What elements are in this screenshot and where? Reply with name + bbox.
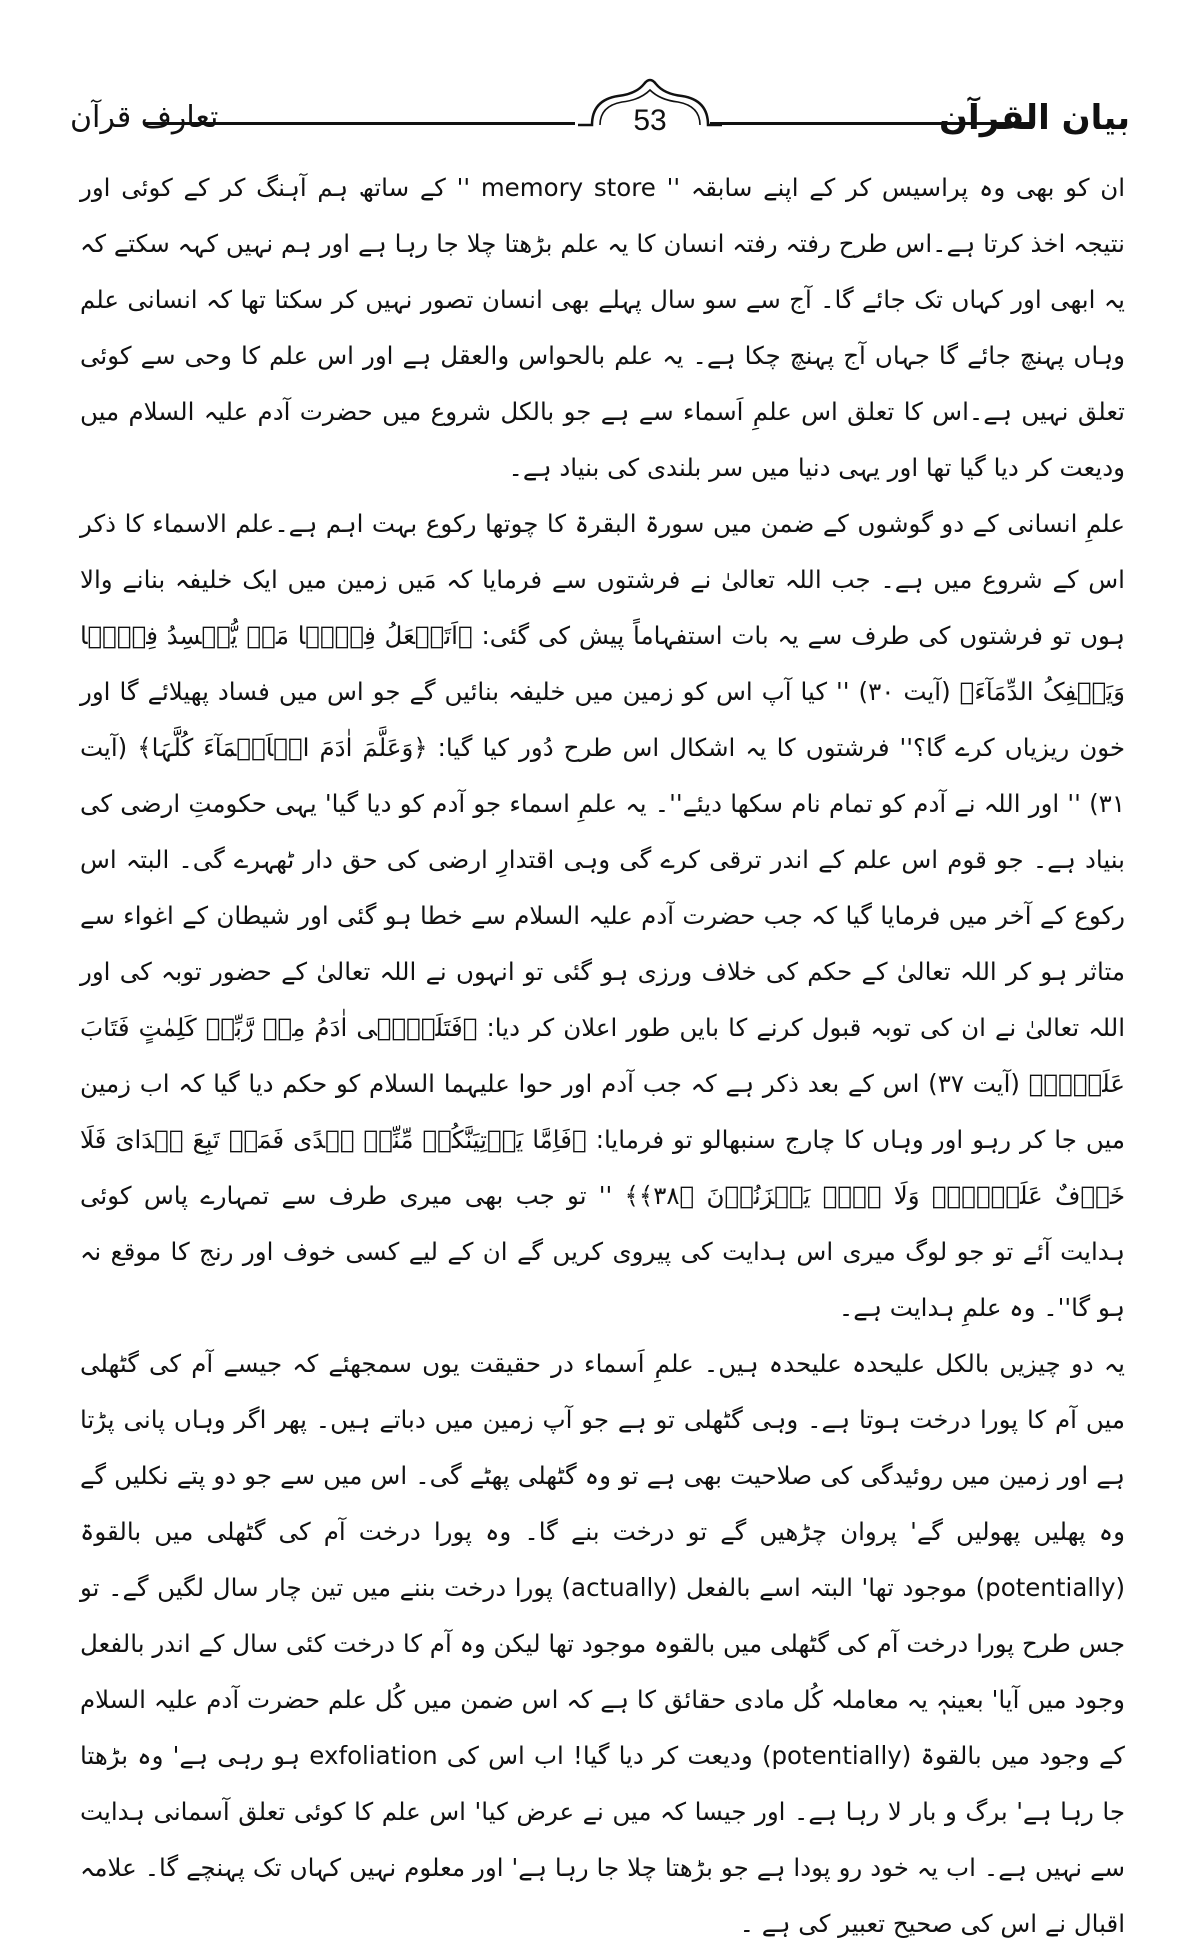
book-title: بیان القرآن [939, 98, 1130, 138]
section-title: تعارف قرآن [70, 100, 219, 135]
text-run: (آیت ۳۷) اس کے بعد ذکر ہے کہ جب آدم اور حوا علیہما السلام کو حکم دیا گیا کہ اب زمین میں جا کر رہو اور وہاں کا چارج سنبھالو تو فرمایا: [80, 1069, 1126, 1154]
text-run: پورا درخت بننے میں تین چار سال لگیں گے۔ تو جس طرح پورا درخت آم کی گٹھلی میں بالقوہ موجود تھا لیکن وہ آم کا درخت کئی سال کے اندر بالفعل وجود میں آیا' بعینہٖ یہ معاملہ کُل مادی حقائق کا ہے کہ اس ضمن میں کُل علم حضرت آدم علیہ السلام کے وجود میں بالقوۃ [80, 1573, 1125, 1770]
text-run: علمِ انسانی کے دو گوشوں کے ضمن میں سورۃ البقرۃ کا چوتھا رکوع بہت اہم ہے۔علم الاسماء کا ذکر اس کے شروع میں ہے۔ جب اللہ تعالیٰ نے فرشتوں سے فرمایا کہ مَیں زمین میں ایک خلیفہ بنانے والا ہوں تو فرشتوں کی طرف سے یہ بات استفہاماً پیش کی گئی: [80, 509, 1125, 650]
text-run: ہو رہی ہے' وہ بڑھتا جا رہا ہے' برگ و بار لا رہا ہے۔ اور جیسا کہ میں نے عرض کیا' اس علم کا کوئی تعلق آسمانی ہدایت سے نہیں ہے۔ اب یہ خود رو پودا ہے جو بڑھتا چلا جا رہا ہے' اور معلوم نہیں کہاں تک پہنچے گا۔ علامہ اقبال نے اس کی صحیح تعبیر کی ہے ۔ [80, 1741, 1125, 1938]
english-term-actually: (actually) [561, 1573, 678, 1602]
body-text [80, 160, 1125, 1952]
quranic-verse: ﴿وَعَلَّمَ اٰدَمَ الۡاَسۡمَآءَ کُلَّہَا﴾ [137, 733, 428, 762]
text-run: (آیت ۳۰) '' کیا آپ اس کو زمین میں خلیفہ بنائیں گے جو اس میں فساد پھیلائے گا اور خون ریزیاں کرے گا؟'' فرشتوں کا یہ اشکال اس طرح دُور کیا گیا: [80, 677, 1126, 762]
text-run: ان کو بھی وہ پراسیس کر کے اپنے سابقہ '' [655, 173, 1126, 202]
english-term-memory-store: memory store [480, 173, 656, 202]
english-term-exfoliation: exfoliation [309, 1741, 438, 1770]
quranic-verse: ﴿فَاِمَّا یَاۡتِیَنَّکُمۡ مِّنِّیۡ ہُدًی فَمَنۡ تَبِعَ ہُدَایَ فَلَا خَوۡفٌ عَلَیۡہِمۡ وَلَا ہُمۡ یَحۡزَنُوۡنَ ﴿۳۸﴾﴾ [80, 1125, 1125, 1210]
quranic-verse: ﴿اَتَجۡعَلُ فِیۡہَا مَنۡ یُّفۡسِدُ فِیۡہَا وَیَسۡفِکُ الدِّمَآءَ﴾ [80, 621, 1125, 706]
page-number: 53 [633, 104, 667, 137]
page-header [70, 70, 1130, 150]
paragraph-3 [80, 1336, 1125, 1952]
text-run: یہ دو چیزیں بالکل علیحدہ علیحدہ ہیں۔ علمِ اَسماء در حقیقت یوں سمجھئے کہ جیسے آم کی گٹھلی میں آم کا پورا درخت ہوتا ہے۔ وہی گٹھلی تو ہے جو آپ زمین میں دباتے ہیں۔ پھر اگر وہاں پانی پڑتا ہے اور زمین میں روئیدگی کی صلاحیت بھی ہے تو وہ گٹھلی پھٹے گی۔ اس میں سے جو دو پتے نکلیں گے وہ پھلیں پھولیں گے' پروان چڑھیں گے تو درخت بنے گا۔ وہ پورا درخت آم کی گٹھلی میں بالقوۃ [80, 1349, 1125, 1546]
page-number-ornament [570, 70, 730, 150]
text-run: ودیعت کر دیا گیا! اب اس کی [437, 1741, 762, 1770]
quranic-verse: ﴿فَتَلَقّٰۤی اٰدَمُ مِنۡ رَّبِّہٖ کَلِمٰتٍ فَتَابَ عَلَیۡہِ﴾ [80, 1013, 1125, 1098]
text-run: '' کے ساتھ ہم آہنگ کر کے کوئی اور نتیجہ اخذ کرتا ہے۔اس طرح رفتہ رفتہ انسان کا یہ علم بڑھتا چلا جا رہا ہے اور ہم نہیں کہہ سکتے کہ یہ ابھی اور کہاں تک جائے گا۔ آج سے سو سال پہلے بھی انسان تصور نہیں کر سکتا تھا کہ انسانی علم وہاں پہنچ جائے گا جہاں آج پہنچ چکا ہے۔ یہ علم بالحواس والعقل ہے اور اس علم کا وحی سے کوئی تعلق نہیں ہے۔اس کا تعلق اس علمِ اَسماء سے ہے جو بالکل شروع میں حضرت آدم علیہ السلام میں ودیعت کر دیا گیا تھا اور یہی دنیا میں سر بلندی کی بنیاد ہے۔ [80, 173, 1125, 482]
english-term-potentially: (potentially) [761, 1741, 912, 1770]
english-term-potentially: (potentially) [975, 1573, 1125, 1602]
paragraph-2 [80, 496, 1125, 1336]
text-run: (آیت ۳۱) '' اور اللہ نے آدم کو تمام نام سکھا دیئے''۔ یہ علمِ اسماء جو آدم کو دیا گیا' یہی حکومتِ ارضی کی بنیاد ہے۔ جو قوم اس علم کے اندر ترقی کرے گی وہی اقتدارِ ارضی کی حق دار ٹھہرے گی۔ البتہ اس رکوع کے آخر میں فرمایا گیا کہ جب حضرت آدم علیہ السلام سے خطا ہو گئی اور شیطان کے اغواء سے متاثر ہو کر اللہ تعالیٰ کے حکم کی خلاف ورزی ہو گئی تو انہوں نے اللہ تعالیٰ کے حضور توبہ کی اور اللہ تعالیٰ نے ان کی توبہ قبول کرنے کا بایں طور اعلان کر دیا: [80, 733, 1126, 1042]
text-run: '' تو جب بھی میری طرف سے تمہارے پاس کوئی ہدایت آئے تو جو لوگ میری اس ہدایت کی پیروی کریں گے ان کے لیے کسی خوف اور رنج کا موقع نہ ہو گا''۔ وہ علمِ ہدایت ہے۔ [80, 1181, 1125, 1322]
paragraph-1 [80, 160, 1125, 496]
text-run: موجود تھا' البتہ اسے بالفعل [677, 1573, 976, 1602]
